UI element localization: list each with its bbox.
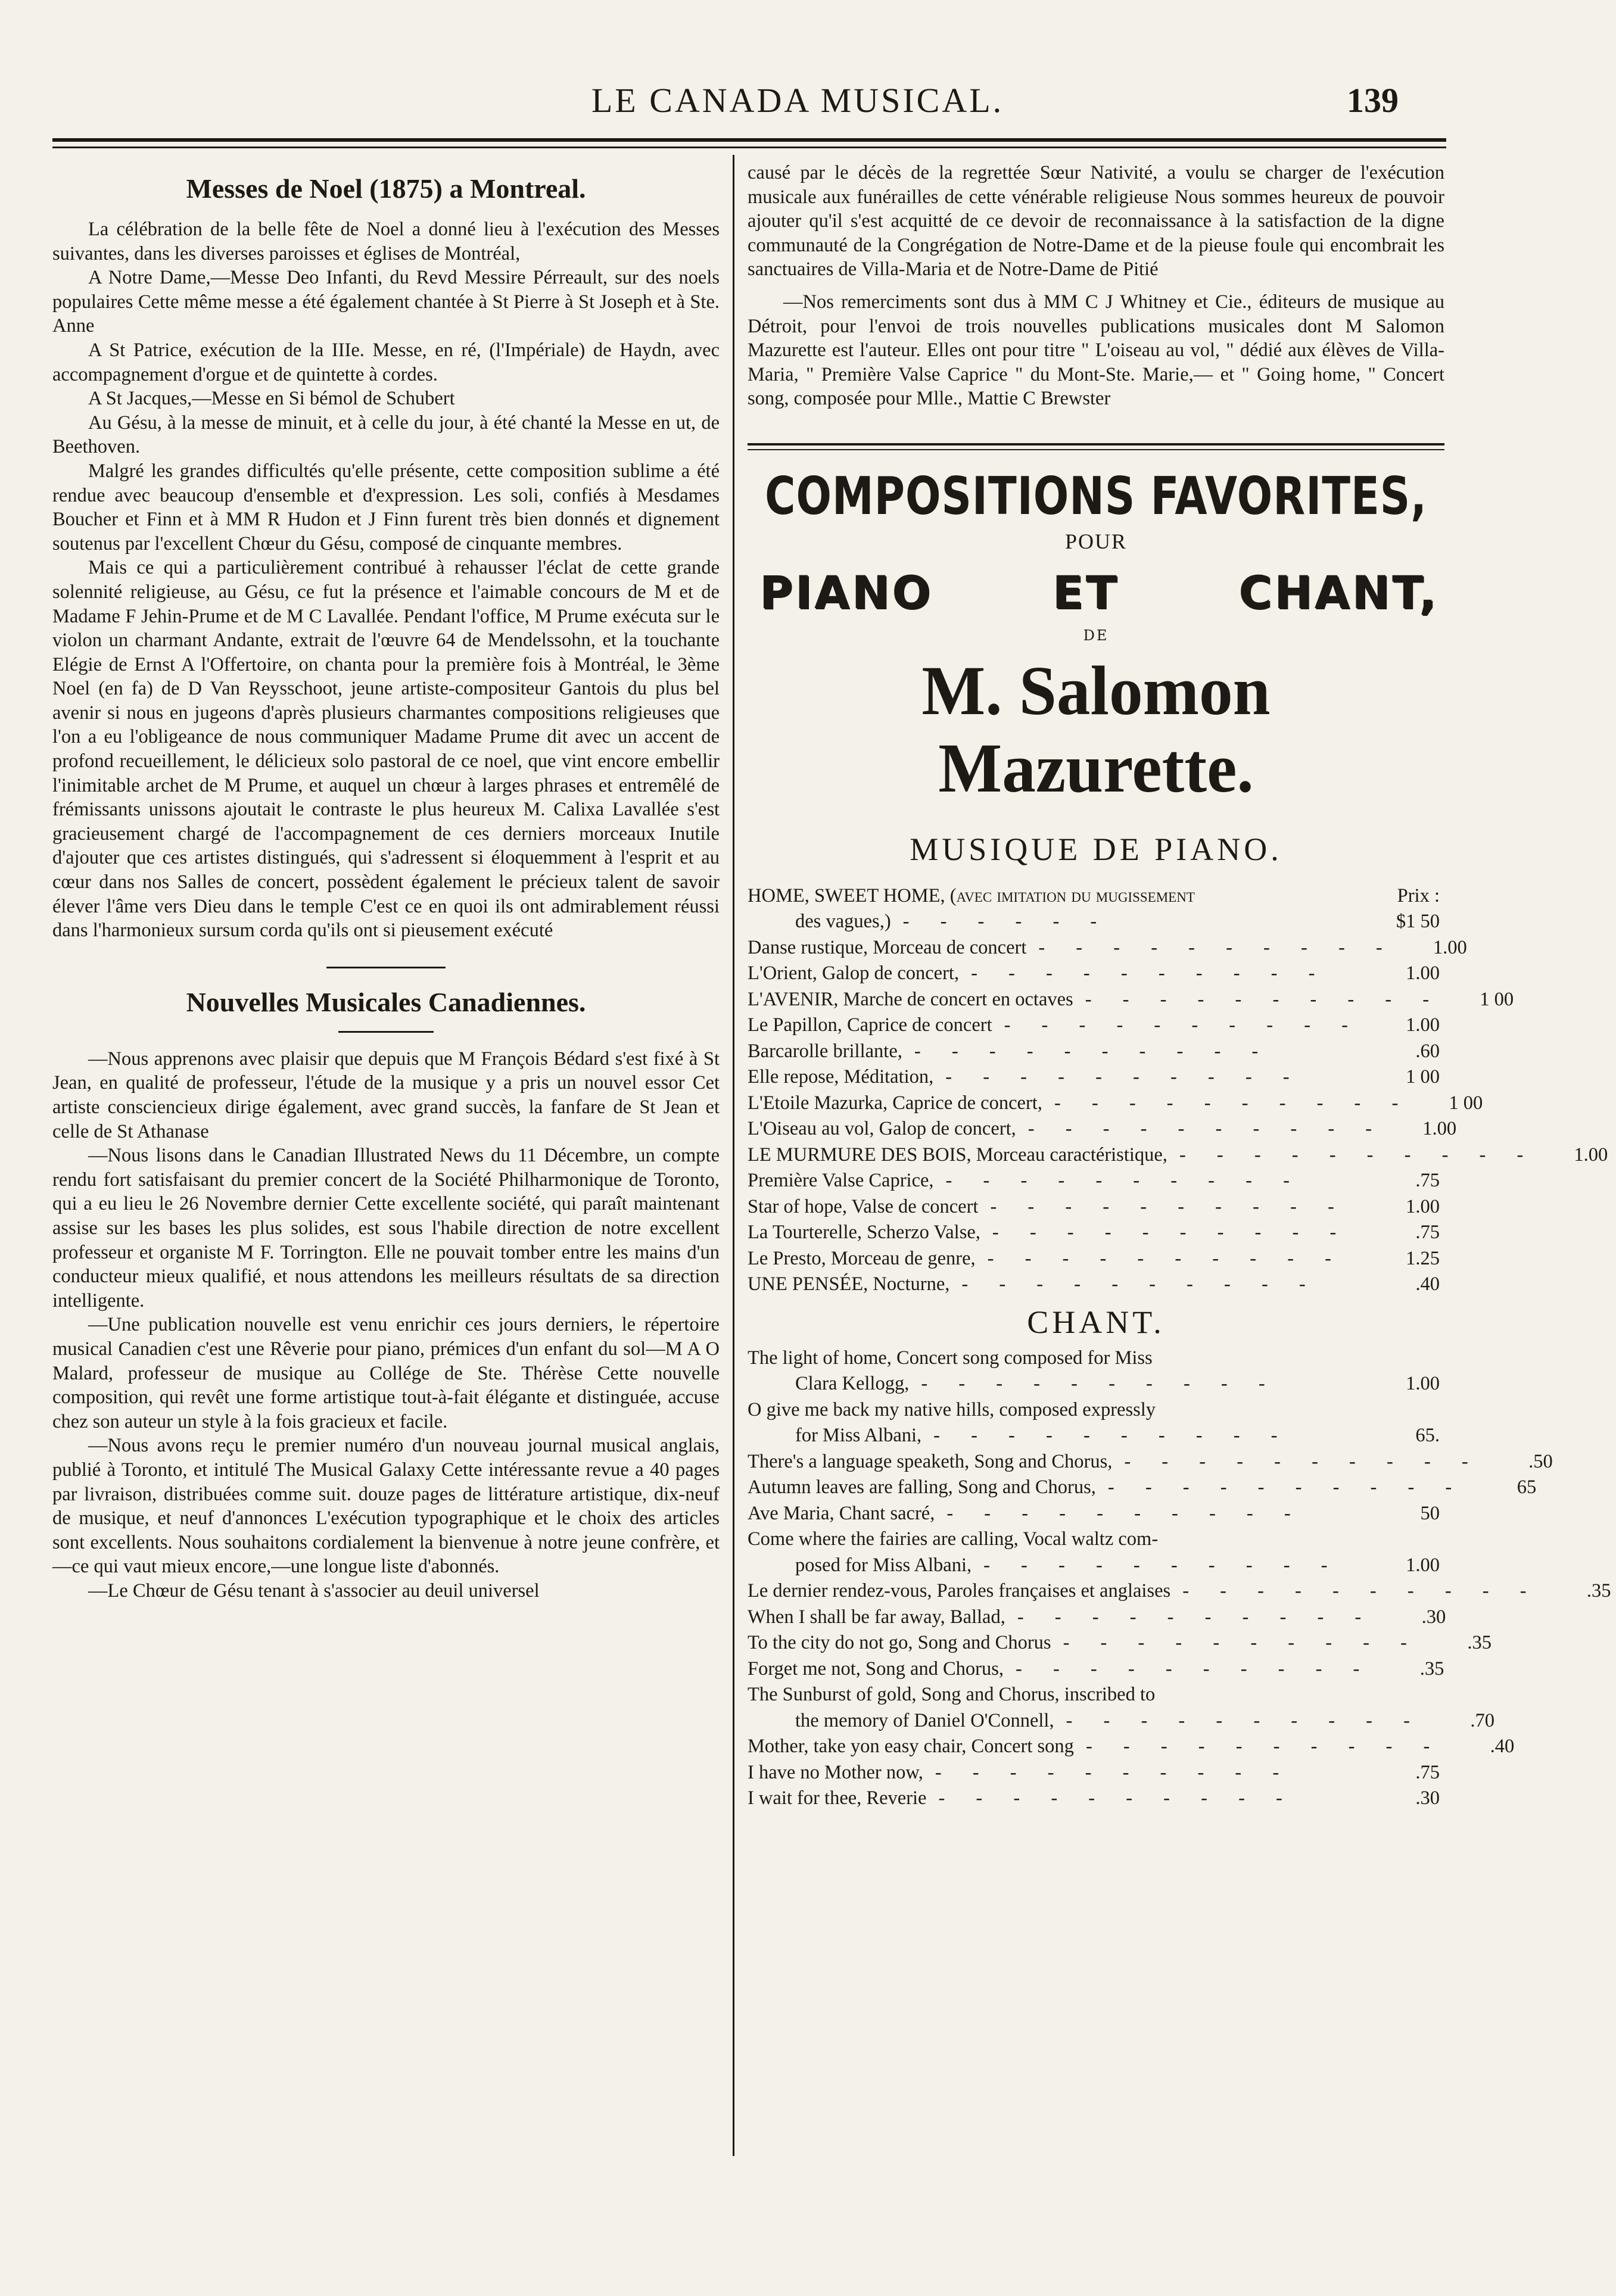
header-rule-thick: [52, 138, 1446, 142]
item-title: Ave Maria, Chant sacré,: [748, 1502, 935, 1524]
item-title: La Tourterelle, Scherzo Valse,: [748, 1222, 980, 1244]
item-title: des vagues,): [795, 911, 891, 933]
item-price: .35: [1586, 1580, 1611, 1602]
list-item: [748, 987, 1514, 1013]
list-item: [748, 1168, 1444, 1194]
composer-name: M. Salomon Mazurette.: [921, 651, 1271, 807]
dot-leader: - - - - - - - - - -: [946, 1502, 1304, 1524]
item-title: Clara Kellogg,: [795, 1373, 910, 1395]
dot-leader: - - - - - - - - - -: [1085, 1736, 1443, 1758]
list-item: [748, 1039, 1444, 1065]
list-item: [748, 1786, 1444, 1812]
dot-leader: - - - - - - - - - -: [987, 1247, 1344, 1269]
item-price: .35: [1419, 1658, 1444, 1680]
paragraph: —Le Chœur de Gésu tenant à s'associer au deuil universel: [88, 1580, 540, 1602]
list-item: [748, 1064, 1444, 1091]
item-price: 1.25: [1406, 1247, 1440, 1269]
item-title: posed for Miss Albani,: [795, 1554, 972, 1576]
dot-leader: - - - - - - - - - -: [1179, 1144, 1537, 1166]
left-column: [52, 161, 720, 1603]
item-price: 1.00: [1406, 1195, 1440, 1217]
dot-leader: - - - - - - - - - -: [1016, 1658, 1373, 1680]
list-item: [748, 1734, 1515, 1760]
list-item: [748, 935, 1467, 961]
item-price: 65.: [1415, 1425, 1440, 1447]
list-item: [748, 1246, 1444, 1272]
item-title: LE MURMURE DES BOIS, Morceau caractéristique,: [748, 1144, 1167, 1166]
ad-word: PIANO: [759, 565, 933, 619]
paragraph: A St Patrice, exécution de la IIIe. Messe, en ré, (l'Impériale) de Haydn, avec accompagnement d'orgue et de quintette à cordes.: [52, 339, 720, 385]
item-price: 1 00: [1480, 988, 1514, 1010]
item-price: .70: [1470, 1709, 1494, 1731]
page-number: 139: [1347, 81, 1399, 120]
paragraph: —Nos remerciments sont dus à MM C J Whitney et Cie., éditeurs de musique au Détroit, pour l'envoi de trois nouvelles publications musicales dont M Salomon Mazurette est l'auteur. Elles ont pour titre " L'oiseau au vol, " dédié aux élèves de Villa-Maria, " Première Valse Caprice " du Mont-Ste. Marie,— et " Going home, " Concert song, composée pour Mlle., Mattie C Brewster: [748, 291, 1444, 410]
chant-list: [748, 1345, 1611, 1812]
dot-leader: - - - - - - - - - -: [983, 1554, 1341, 1576]
paragraph: A Notre Dame,—Messe Deo Infanti, du Revd Messire Pérreault, sur des noels populaires Cette même messe a été également chantée à St Pierre à St Joseph et à Ste. Anne: [52, 267, 720, 337]
list-item: [748, 1501, 1444, 1527]
dot-leader: - - - - - - - - - -: [1004, 1014, 1361, 1036]
running-header: [0, 80, 1595, 122]
chant-heading: CHANT.: [1027, 1304, 1165, 1340]
item-price: 1.00: [1433, 936, 1467, 958]
ad-rule-thick: [748, 443, 1444, 446]
dot-leader: - - - - - -: [902, 911, 1110, 933]
item-price: 1.00: [1422, 1118, 1457, 1140]
item-price: .35: [1467, 1632, 1492, 1654]
list-item: [748, 1272, 1444, 1298]
dot-leader: - - - - - - - - - -: [961, 1273, 1319, 1295]
item-title: Danse rustique, Morceau de concert: [748, 936, 1027, 958]
item-title: To the city do not go, Song and Chorus: [748, 1632, 1051, 1654]
item-price: .75: [1415, 1170, 1440, 1192]
right-column: [748, 161, 1611, 1812]
item-title: L'AVENIR, Marche de concert en octaves: [748, 988, 1073, 1010]
item-title: Barcarolle brillante,: [748, 1040, 902, 1062]
section-divider: [326, 967, 446, 968]
item-title: I have no Mother now,: [748, 1761, 923, 1783]
ad-heading-compositions: COMPOSITIONS FAVORITES,: [765, 465, 1427, 527]
dot-leader: - - - - - - - - - -: [1017, 1606, 1375, 1628]
item-price: 1.00: [1406, 1373, 1440, 1395]
list-item: [748, 1116, 1457, 1142]
item-price: 1 00: [1449, 1092, 1483, 1114]
item-title: Première Valse Caprice,: [748, 1170, 934, 1192]
item-title: HOME, SWEET HOME, (avec imitation du mugissement: [748, 884, 1195, 906]
item-price: 1 00: [1406, 1066, 1440, 1088]
article-title-news: Nouvelles Musicales Canadiennes.: [186, 986, 586, 1017]
dot-leader: - - - - - - - - - -: [1107, 1476, 1465, 1499]
item-title: The Sunburst of gold, Song and Chorus, inscribed to: [748, 1684, 1156, 1706]
list-item: [748, 883, 1444, 909]
column-divider: [733, 155, 734, 2156]
dot-leader: - - - - - - - - - -: [933, 1425, 1291, 1447]
item-price: .75: [1415, 1761, 1440, 1783]
paragraph: —Nous apprenons avec plaisir que depuis que M François Bédard s'est fixé à St Jean, en qualité de professeur, l'étude de la musique y a pris un nouvel essor Cet artiste consciencieux dirige également, avec grand succès, la fanfare de St Jean et celle de St Athanase: [52, 1048, 720, 1142]
list-item: [748, 1553, 1444, 1579]
item-title: L'Oiseau au vol, Galop de concert,: [748, 1118, 1016, 1140]
dot-leader: - - - - - - - - - -: [1027, 1118, 1385, 1140]
item-price: 65: [1517, 1476, 1537, 1499]
item-title: L'Etoile Mazurka, Caprice de concert,: [748, 1092, 1042, 1114]
item-title: UNE PENSÉE, Nocturne,: [748, 1273, 950, 1295]
piano-list: [748, 935, 1608, 1298]
item-title: Le Papillon, Caprice de concert: [748, 1014, 992, 1036]
title-underline: [338, 1031, 434, 1033]
dot-leader: - - - - - - - - - -: [1066, 1709, 1423, 1731]
item-price: .40: [1490, 1736, 1515, 1758]
list-item: [748, 909, 1444, 935]
item-title: O give me back my native hills, composed expressly: [748, 1398, 1156, 1420]
list-item: [748, 1605, 1444, 1631]
ad-pour: POUR: [1064, 529, 1128, 553]
list-item: [748, 961, 1444, 987]
item-title: Mother, take yon easy chair, Concert song: [748, 1736, 1074, 1758]
ad-word: CHANT,: [1238, 565, 1438, 619]
dot-leader: - - - - - - - - - -: [1124, 1450, 1481, 1472]
list-item: [748, 1475, 1537, 1501]
dot-leader: - - - - - - - - - -: [1182, 1580, 1540, 1602]
item-price: $1 50: [1396, 911, 1440, 933]
ad-rule-thin: [748, 449, 1444, 450]
item-title: Forget me not, Song and Chorus,: [748, 1658, 1004, 1680]
composer-advertisement: [748, 443, 1611, 1812]
ad-heading-piano-chant: [748, 566, 1444, 619]
piano-heading: MUSIQUE DE PIANO.: [910, 831, 1282, 867]
item-title: There's a language speaketh, Song and Chorus,: [748, 1450, 1113, 1472]
dot-leader: - - - - - - - - - -: [1054, 1092, 1412, 1114]
paragraph: A St Jacques,—Messe en Si bémol de Schubert: [88, 388, 455, 410]
list-item: [748, 1091, 1483, 1117]
dot-leader: - - - - - - - - - -: [971, 962, 1328, 985]
item-title: Come where the fairies are calling, Vocal waltz com-: [748, 1528, 1159, 1550]
ad-word: ET: [1052, 565, 1119, 619]
item-price: .75: [1415, 1222, 1440, 1244]
paragraph: —Une publication nouvelle est venu enrichir ces jours derniers, le répertoire musical Canadien c'est une Rêverie pour piano, prémices d'un enfant du sol—M A O Malard, professeur de musique au Collége de Ste. Thérèse Cette nouvelle composition, qui revêt une forme artistique tout-à-fait élégante et distinguée, accuse chez son auteur un style à la fois gracieux et facile.: [52, 1314, 720, 1432]
item-title: Star of hope, Valse de concert: [748, 1195, 979, 1217]
paragraph: Au Gésu, à la messe de minuit, et à celle du jour, à été chanté la Messe en ut, de Beethoven.: [52, 412, 720, 458]
item-price: 1.00: [1406, 1014, 1440, 1036]
list-item: [748, 1423, 1444, 1449]
item-price: .50: [1528, 1450, 1553, 1472]
list-item: [748, 1760, 1444, 1786]
item-title: Le dernier rendez-vous, Paroles françaises et anglaises: [748, 1580, 1171, 1602]
running-title: LE CANADA MUSICAL.: [591, 81, 1004, 120]
list-item: [748, 1708, 1494, 1734]
list-item: [748, 1656, 1444, 1683]
paragraph: —Nous lisons dans le Canadian Illustrated News du 11 Décembre, un compte rendu fort satisfaisant du premier concert de la Société Philharmonique de Toronto, qui a eu lieu le 26 Novembre dernier Cette excellente société, qui paraît maintenant assise sur les bases les plus solides, est sous l'habile direction de notre excellent professeur et organiste M F. Torrington. Elle ne pouvait tomber entre les mains d'un conducteur mieux qualifié, et nous attendons les meilleurs résultats de sa direction intelligente.: [52, 1145, 720, 1311]
list-item: [748, 1220, 1444, 1246]
item-title: L'Orient, Galop de concert,: [748, 962, 960, 985]
item-title: Autumn leaves are falling, Song and Chorus,: [748, 1476, 1096, 1499]
ad-de: DE: [1083, 627, 1109, 644]
dot-leader: - - - - - - - - - -: [1063, 1632, 1420, 1654]
paragraph-continued: causé par le décès de la regrettée Sœur Nativité, a voulu se charger de l'exécution musicale aux funérailles de cette vénérable religieuse Nous sommes heureux de pouvoir ajouter qu'il s'est acquitté de ce devoir de reconnaissance à la satisfaction de la digne communauté de la Congrégation de Notre-Dame et de la pieuse foule qui encombrait les sanctuaires de Villa-Maria et de Notre-Dame de Pitié: [748, 162, 1444, 281]
list-item: [748, 1578, 1611, 1605]
header-rule-thin: [52, 147, 1446, 148]
dot-leader: - - - - - - - - - -: [1038, 936, 1396, 958]
item-title: I wait for thee, Reverie: [748, 1787, 927, 1809]
item-title: Le Presto, Morceau de genre,: [748, 1247, 976, 1269]
item-price: 1.00: [1574, 1144, 1608, 1166]
dot-leader: - - - - - - - - - -: [990, 1195, 1347, 1217]
list-item: [748, 1194, 1444, 1220]
list-item: [748, 1013, 1444, 1039]
dot-leader: - - - - - - - - - -: [914, 1040, 1272, 1062]
item-title: the memory of Daniel O'Connell,: [795, 1709, 1054, 1731]
item-price: .30: [1415, 1787, 1440, 1809]
item-title: Elle repose, Méditation,: [748, 1066, 934, 1088]
price-label: Prix :: [1397, 884, 1440, 906]
dot-leader: - - - - - - - - - -: [945, 1066, 1303, 1088]
item-price: .60: [1415, 1040, 1440, 1062]
item-title: When I shall be far away, Ballad,: [748, 1606, 1005, 1628]
item-price: .30: [1421, 1606, 1446, 1628]
item-price: 1.00: [1406, 962, 1440, 985]
dot-leader: - - - - - - - - - -: [935, 1761, 1293, 1783]
paragraph: La célébration de la belle fête de Noel a donné lieu à l'exécution des Messes suivantes, dans les diverses paroisses et églises de Montréal,: [52, 219, 720, 264]
item-price: 50: [1420, 1502, 1440, 1524]
list-item: [748, 1630, 1492, 1656]
dot-leader: - - - - - - - - - -: [938, 1787, 1296, 1809]
paragraph: —Nous avons reçu le premier numéro d'un nouveau journal musical anglais, publié à Toronto, et intitulé The Musical Galaxy Cette intéressante revue a 40 pages par livraison, distribuées comme suit. douze pages de littérature artistique, dix-neuf de musique, et neuf d'annonces L'exécution typographique et le choix des articles sont excellents. Nous souhaitons cordialement la bienvenue à notre jeune confrère, et—ce qui vaut mieux encore,—une longue liste d'abonnés.: [52, 1435, 720, 1578]
item-price: .40: [1415, 1273, 1440, 1295]
paragraph: Mais ce qui a particulièrement contribué à rehausser l'éclat de cette grande solennité religieuse, au Gésu, ce fut la présence et l'aimable concours de M et de Madame F Jehin-Prume et de M C Lavallée. Pendant l'office, M Prume exécuta sur le violon un charmant Andante, extrait de l'œuvre 64 de Mendelssohn, et la touchante Elégie de Ernst A l'Offertoire, on chanta pour la première fois à Montréal, le 3ème Noel (en fa) de D Van Reysschoot, jeune artiste-compositeur Gantois du plus bel avenir si nous en jugeons d'après plusieurs charmantes compositions religieuses que l'on a eu l'obligeance de nous communiquer Madame Prume dit avec un accent de profond recueillement, le délicieux solo pastoral de ce noel, que vint encore embellir l'inimitable archet de M Prume, et auquel un chœur à larges phrases et entremêlé de frémissants unissons ajoutait le contraste le plus heureux M. Calixa Lavallée s'est gracieusement chargé de l'accompagnement de ces derniers morceaux Inutile d'ajouter que ces artistes distingués, qui s'adressent si éloquemment à l'esprit et au cœur dans nos Salles de concert, possèdent également le précieux talent de savoir élever l'âme vers Dieu dans le temple C'est ce en quoi ils ont admirablement réussi dans l'harmonieux sursum corda qu'ils ont si pieusement exécuté: [52, 557, 720, 942]
item-title: for Miss Albani,: [795, 1425, 922, 1447]
list-item: [748, 1371, 1444, 1397]
paragraph: Malgré les grandes difficultés qu'elle présente, cette composition sublime a été rendue avec beaucoup d'ensemble et d'expression. Les soli, confiés à Mesdames Boucher et Finn et à MM R Hudon et J Finn furent très bien donnés et dignement soutenus par l'excellent Chœur du Gésu, composé de cinquante membres.: [52, 460, 720, 554]
article-title-masses: Messes de Noel (1875) a Montreal.: [186, 173, 586, 204]
dot-leader: - - - - - - - - - -: [945, 1170, 1303, 1192]
dot-leader: - - - - - - - - - -: [921, 1373, 1278, 1395]
dot-leader: - - - - - - - - - -: [992, 1222, 1350, 1244]
dot-leader: - - - - - - - - - -: [1085, 988, 1443, 1010]
item-title: The light of home, Concert song composed for Miss: [748, 1347, 1153, 1369]
list-item: [748, 1142, 1608, 1169]
list-item: [748, 1449, 1553, 1475]
item-price: 1.00: [1406, 1554, 1440, 1576]
